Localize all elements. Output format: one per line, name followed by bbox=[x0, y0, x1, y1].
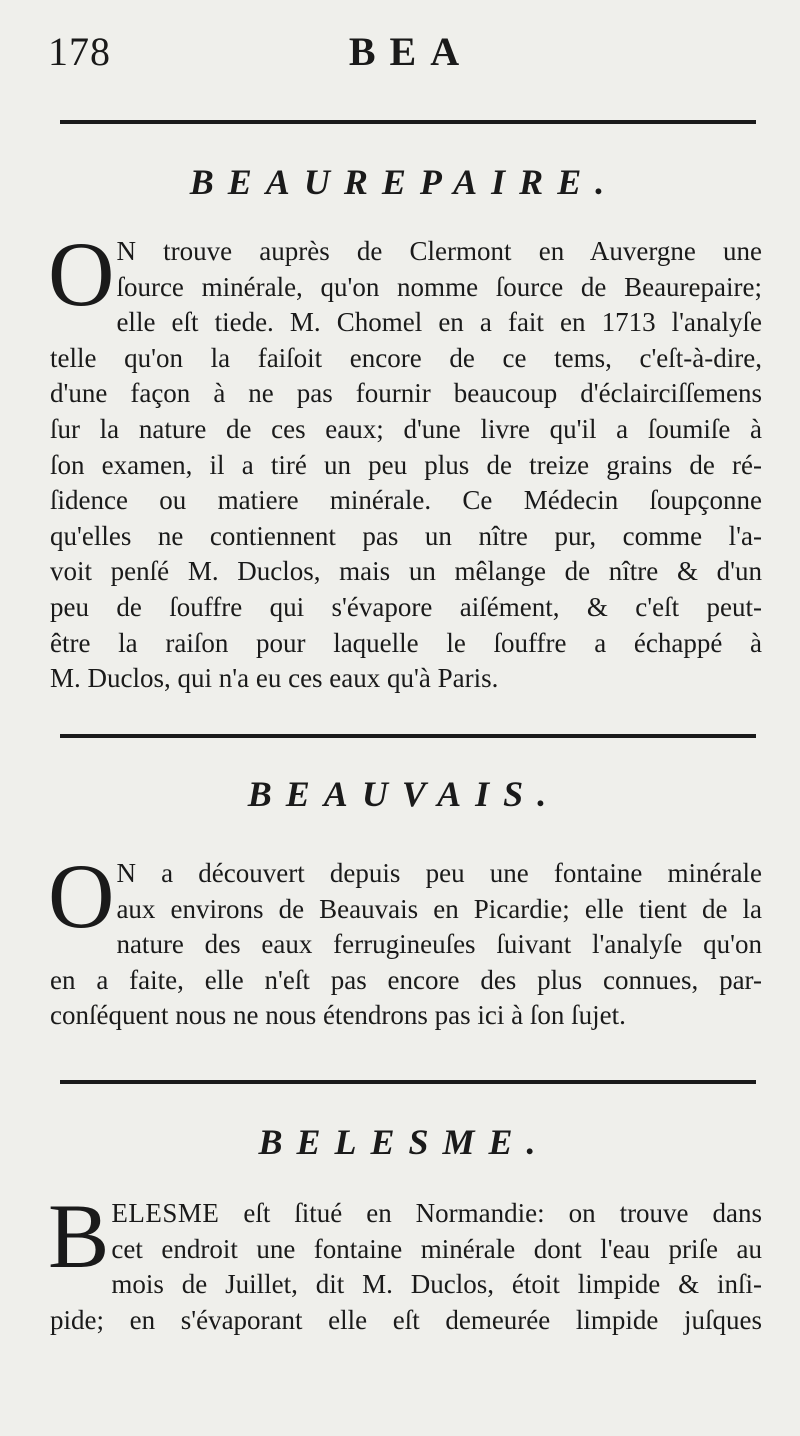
page-header bbox=[48, 28, 760, 78]
text-line-rest: eſt ſitué en Normandie: on trouve dans bbox=[219, 1198, 762, 1228]
text-line: cet endroit une fontaine minérale dont l'eau priſe au bbox=[111, 1233, 762, 1264]
drop-cap: B bbox=[48, 1185, 110, 1287]
text-line: peu de ſouffre qui s'évapore aiſément, & c'eſt peut- bbox=[50, 591, 762, 622]
section-title-belesme: BELESME. bbox=[258, 1122, 550, 1162]
text-line bbox=[50, 1196, 762, 1232]
text-line: ſource minérale, qu'on nomme ſource de Beaurepaire; bbox=[116, 271, 762, 302]
running-head: BEA bbox=[348, 29, 474, 74]
text-line: conſéquent nous ne nous étendrons pas ici à ſon ſujet. bbox=[50, 1000, 626, 1031]
text-line: qu'elles ne contiennent pas un nître pur, comme l'a- bbox=[50, 520, 762, 551]
section-rule bbox=[60, 1080, 756, 1084]
text-line: nature des eaux ferrugineuſes ſuivant l'analyſe qu'on bbox=[116, 929, 762, 960]
text-line: aux environs de Beauvais en Picardie; elle tient de la bbox=[116, 893, 762, 924]
section-rule bbox=[60, 734, 756, 738]
page-number: 178 bbox=[48, 29, 111, 74]
text-line: N a découvert depuis peu une fontaine minérale bbox=[116, 858, 762, 888]
drop-cap: O bbox=[48, 223, 115, 325]
drop-cap: O bbox=[48, 845, 115, 947]
text-line: telle qu'on la faiſoit encore de ce tems, c'eſt-à-dire, bbox=[50, 342, 762, 373]
text-line: ſon examen, il a tiré un peu plus de treize grains de ré- bbox=[50, 449, 762, 480]
text-line: elle eſt tiede. M. Chomel en a fait en 1713 l'analyſe bbox=[116, 307, 762, 338]
text-line: N trouve auprès de Clermont en Auvergne une bbox=[116, 236, 762, 266]
section-body-beaurepaire bbox=[48, 223, 762, 697]
text-line: d'une façon à ne pas fournir beaucoup d'éclairciſſemens bbox=[50, 378, 762, 409]
text-line: M. Duclos, qui n'a eu ces eaux qu'à Paris. bbox=[50, 663, 499, 694]
section-body-belesme bbox=[48, 1185, 762, 1338]
text-line: ſur la nature de ces eaux; d'une livre qu'il a ſoumiſe à bbox=[50, 413, 762, 444]
text-line: en a faite, elle n'eſt pas encore des plus connues, par- bbox=[50, 964, 762, 995]
text-line: voit penſé M. Duclos, mais un mêlange de nître & d'un bbox=[50, 556, 762, 587]
text-line: être la raiſon pour laquelle le ſouffre a échappé à bbox=[50, 627, 762, 658]
text-line: ſidence ou matiere minérale. Ce Médecin ſoupçonne bbox=[50, 485, 762, 516]
section-body-beauvais bbox=[48, 845, 762, 1034]
text-line: pide; en s'évaporant elle eſt demeurée limpide juſques bbox=[50, 1304, 762, 1335]
top-rule bbox=[60, 120, 756, 124]
section-title-beauvais: BEAUVAIS. bbox=[247, 774, 561, 814]
text-line: mois de Juillet, dit M. Duclos, étoit limpide & inſi- bbox=[111, 1269, 762, 1300]
first-word: ELESME bbox=[111, 1198, 220, 1228]
section-title-beaurepaire: BEAUREPAIRE. bbox=[189, 162, 619, 202]
